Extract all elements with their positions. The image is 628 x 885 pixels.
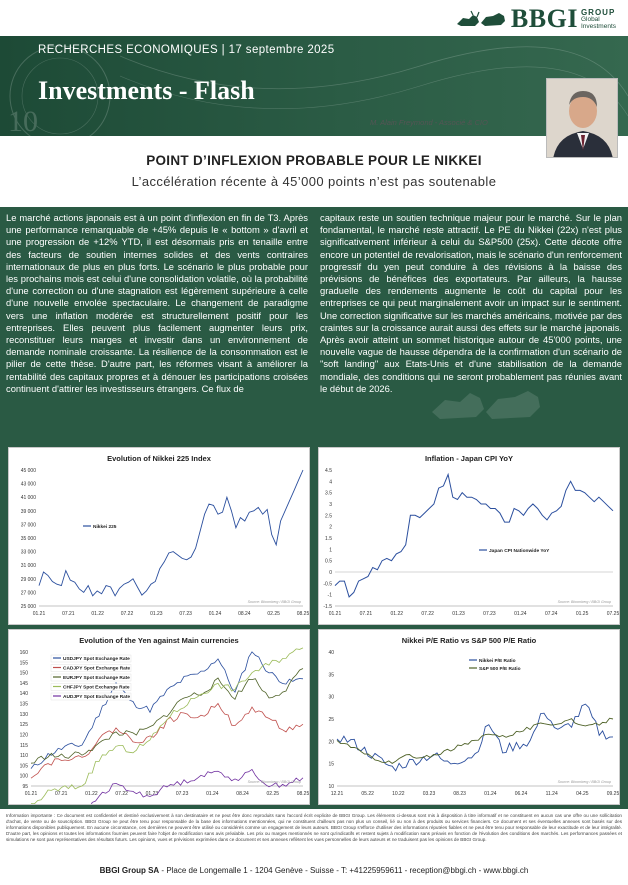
chart-title: Nikkei P/E Ratio vs S&P 500 P/E Ratio xyxy=(401,636,537,645)
series-line xyxy=(39,470,303,596)
x-tick-label: 01.22 xyxy=(85,791,98,797)
x-tick-label: 07.23 xyxy=(175,791,189,797)
y-tick-label: 130 xyxy=(19,711,28,718)
brand-group: GROUP xyxy=(580,7,616,17)
x-tick-label: 09.25 xyxy=(606,791,619,797)
y-tick-label: 2 xyxy=(329,524,332,531)
chart-nikkei-svg xyxy=(9,448,309,624)
y-tick-label: 35 000 xyxy=(20,536,36,542)
y-tick-label: 39 000 xyxy=(20,508,36,515)
y-tick-label: 95 xyxy=(22,784,28,790)
y-tick-label: 20 xyxy=(328,739,334,746)
y-tick-label: 160 xyxy=(19,650,28,656)
article-column-1: Le marché actions japonais est à un point d'inflexion en fin de T3. Après une performance remarquable de +45% depuis le « bottom » d'avril et une progression de +12% YTD, il est désormais pris en tenaille entre des facteurs de soutien internes solides et des vents contraires internationaux de plus en plus forts. Le scénario le plus probable pour les prochains mois est celui d'une consolidation volatile, où la probabilité d'une correction ou d'une stagnation est légèrement supérieure à celle d'une nouvelle envolée spectaculaire. Le changement de paradigme vers une inflation modérée est structurellement positif pour les entreprises. Elles peuvent plus facilement augmenter leurs prix, reconstituer leurs marges et investir dans un environnement de demande nominale croissante. La résilience de la consommation est le pilier de cette thèse. D'autre part, les réformes visant à améliorer la rentabilité des capitaux propres et à dénouer les participations croisées continuent d'attirer les investisseurs étrangers. Ce flux de xyxy=(6,212,308,394)
x-tick-label: 01.24 xyxy=(514,611,527,617)
y-tick-label: 115 xyxy=(20,742,28,749)
charts-panel xyxy=(0,439,628,809)
x-tick-label: 07.22 xyxy=(120,611,134,617)
y-tick-label: 10 xyxy=(328,784,334,790)
article-subheadline: L’accélération récente à 45’000 points n’est pas soutenable xyxy=(131,174,497,189)
chart-yen-svg xyxy=(9,630,309,804)
x-tick-label: 05.22 xyxy=(361,791,374,797)
page-title: Investments - Flash xyxy=(38,76,255,105)
footer-company: BBGI Group SA xyxy=(99,866,160,875)
footer-contact: - Place de Longemalle 1 - 1204 Genève - Suisse - T: +41225959611 - reception@bbgi.ch - www.bbgi.ch xyxy=(159,866,529,875)
chart-source: Source: Bloomberg / BBGI Group xyxy=(247,600,301,604)
y-tick-label: 41 000 xyxy=(20,495,36,502)
legal-disclaimer: Information importante : Ce document est confidentiel et destiné exclusivement à son destinataire et ne peut être donc reproduits sans l'accord écrit explicite de BBGI Group. Les éléments ci-dessus sont mis à disposition à titre informatif et ne constituent en aucun cas une offre ou une sollicitation d'achat, de vente ou de souscription. BBGI Group ne peut être tenu pour responsable de la base des informations mentionnées, qui ne constituent d'ailleurs pas non plus un conseil, lié ou non à des produits ou services financiers. Ce document et ses éventuelles annexes sont basés sur des informations disponibles publiquement. En aucune circonstance, ces dernières ne peuvent être utilisé ou considérés comme un engagement de leurs auteurs. BBGI Group s'efforce d'utiliser des informations réputées fiables et ne peut être tenu pour responsable de leur exactitude et de leur intégralité. D'autre part, les opinions et toutes les informations fournies peuvent faire l'objet de modification sans avis préalable. Les prix ou marges mentionnés ne sont qu'indicatifs et restent sujets à modification sans préavis en fonction de l'évolution des conditions des marchés. Les performances passées et simulations ne sont pas représentatives des résultats futurs. Les opinions, vues et prévisions exprimées dans ce document et ses annexes reflètent les vues personnelles de leurs auteurs et ne traduisent pas les opinions de BBGI Group. xyxy=(6,813,622,842)
author-photo xyxy=(546,78,618,158)
legend-label: S&P 500 P/E Ratio xyxy=(479,667,521,672)
x-tick-label: 07.24 xyxy=(544,611,558,617)
y-tick-label: -0.5 xyxy=(323,581,332,588)
legend-label: Nikkei P/E Ratio xyxy=(479,659,516,664)
bbgi-logo xyxy=(455,4,616,34)
y-tick-label: 31 000 xyxy=(20,563,36,570)
x-tick-label: 01.21 xyxy=(32,611,46,617)
x-tick-label: 07.23 xyxy=(179,611,192,617)
x-tick-label: 08.25 xyxy=(296,791,309,797)
legend-label: CHFJPY Spot Exchange Rate xyxy=(63,685,130,691)
x-tick-label: 07.21 xyxy=(359,611,373,617)
x-tick-label: 01.21 xyxy=(328,611,342,617)
bull-bear-icon xyxy=(455,8,507,30)
legend-label: EURJPY Spot Exchange Rate xyxy=(63,676,130,681)
x-tick-label: 02.25 xyxy=(266,791,280,797)
x-tick-label: 01.24 xyxy=(206,791,219,797)
x-tick-label: 01.23 xyxy=(145,791,159,797)
y-tick-label: 2.5 xyxy=(325,513,332,520)
y-tick-label: -1 xyxy=(327,592,332,599)
legend-label: Nikkei 225 xyxy=(93,525,117,530)
y-tick-label: 37 000 xyxy=(20,522,36,529)
chart-title: Evolution of the Yen against Main currencies xyxy=(79,636,239,645)
y-tick-label: 3.5 xyxy=(325,490,332,497)
chart-japan-cpi xyxy=(318,447,620,625)
x-tick-label: 12.21 xyxy=(330,791,344,797)
x-tick-label: 08.24 xyxy=(236,791,249,797)
y-tick-label: 25 xyxy=(328,717,334,723)
chart-japan-cpi-svg xyxy=(319,448,619,624)
y-tick-label: 15 xyxy=(328,761,334,768)
chart-pe xyxy=(318,629,620,805)
article-body xyxy=(0,207,628,439)
y-tick-label: 25 000 xyxy=(20,604,36,610)
legend-label: AUDJPY Spot Exchange Rate xyxy=(63,695,131,700)
y-tick-label: 140 xyxy=(19,691,28,698)
y-tick-label: 110 xyxy=(20,753,28,760)
y-tick-label: 4.5 xyxy=(325,468,332,474)
y-tick-label: 1 xyxy=(329,547,332,554)
y-tick-label: 155 xyxy=(19,660,28,667)
x-tick-label: 01.22 xyxy=(91,611,104,617)
y-tick-label: 33 000 xyxy=(20,549,36,556)
y-tick-label: 0.5 xyxy=(325,558,332,565)
x-tick-label: 01.21 xyxy=(24,791,38,797)
chart-source: Source: Bloomberg / BBGI Group xyxy=(247,780,301,784)
chart-yen xyxy=(8,629,310,805)
y-tick-label: 1.5 xyxy=(325,536,332,542)
chart-source: Source: Bloomberg / BBGI Group xyxy=(557,780,611,784)
x-tick-label: 01.23 xyxy=(452,611,465,617)
y-tick-label: 40 xyxy=(328,650,334,656)
x-tick-label: 07.22 xyxy=(115,791,128,797)
x-tick-label: 03.23 xyxy=(422,791,436,797)
chart-title: Evolution of Nikkei 225 Index xyxy=(107,454,211,463)
legend-label: Japan CPI Nationwide YoY xyxy=(489,549,550,554)
series-line xyxy=(31,704,303,779)
x-tick-label: 04.25 xyxy=(576,791,589,797)
y-tick-label: 100 xyxy=(19,773,28,780)
x-tick-label: 02.25 xyxy=(267,611,280,617)
series-line xyxy=(31,769,303,804)
brand-tag-global: Global xyxy=(580,15,600,23)
article-column-2: capitaux reste un soutien technique majeur pour le marché. Sur le plan fondamental, le marché reste attractif. Le PE du Nikkei (22x) n'est plus significativement inférieur à celui du S&P500 (25x). Cette décote offre encore un potentiel de revalorisation, mais le scénario d'un renforcement progressif du yen peut conduire à des révisions à la baisse des prévisions de bénéfices des exportateurs. Par ailleurs, la hausse graduelle des rendements augmente le coût du capital pour les entreprises ce qui peut marginalement avoir un impact sur le sentiment. Une correction significative sur les marchés américains, motivée par des craintes sur la croissance aurait aussi des effets sur le marché japonais. Après avoir atteint un sommet historique autour de 45'000 points, une nouvelle vague de hausse dépendra de la confirmation d'un scénario de "soft landing" aux Etats-Unis et d'une stabilisation de la demande mondiale, des conditions qui ne seront probablement pas réunies avant le début de 2026. xyxy=(320,212,622,394)
y-tick-label: 135 xyxy=(19,701,28,708)
y-tick-label: 4 xyxy=(329,479,332,486)
page-footer xyxy=(0,866,628,875)
y-tick-label: 0 xyxy=(329,570,332,576)
series-line xyxy=(335,475,613,597)
x-tick-label: 08.23 xyxy=(453,791,466,797)
x-tick-label: 01.24 xyxy=(484,791,497,797)
y-tick-label: 105 xyxy=(19,763,28,770)
article-headline: POINT D’INFLEXION PROBABLE POUR LE NIKKEI xyxy=(146,153,482,168)
x-tick-label: 01.24 xyxy=(208,611,222,617)
chart-source: Source: Bloomberg / BBGI Group xyxy=(557,600,611,604)
legend-label: CADJPY Spot Exchange Rate xyxy=(63,666,131,672)
y-tick-label: -1.5 xyxy=(323,604,332,610)
svg-text:10: 10 xyxy=(8,105,38,136)
x-tick-label: 10.22 xyxy=(392,791,405,797)
y-tick-label: 30 xyxy=(328,694,334,701)
y-tick-label: 120 xyxy=(19,732,28,739)
author-credit: M. Alain Freymond - Associé & CIO xyxy=(370,118,488,127)
brand-tag-investments: Investments xyxy=(580,22,616,30)
x-tick-label: 06.24 xyxy=(514,791,528,797)
x-tick-label: 07.21 xyxy=(62,611,75,617)
x-tick-label: 01.22 xyxy=(390,611,404,617)
y-tick-label: 125 xyxy=(19,722,28,729)
chart-nikkei xyxy=(8,447,310,625)
series-line xyxy=(337,718,613,763)
y-tick-label: 3 xyxy=(329,502,332,508)
brand-name: BBGI xyxy=(510,4,578,33)
x-tick-label: 08.24 xyxy=(238,611,251,617)
x-tick-label: 01.23 xyxy=(150,611,163,617)
y-tick-label: 27 000 xyxy=(20,590,36,597)
series-line xyxy=(31,669,303,764)
author-portrait-icon xyxy=(547,79,618,158)
x-tick-label: 08.25 xyxy=(296,611,309,617)
top-bar xyxy=(0,0,628,36)
legend-label: USDJPY Spot Exchange Rate xyxy=(63,657,130,662)
x-tick-label: 07.21 xyxy=(54,791,68,797)
x-tick-label: 07.22 xyxy=(421,611,434,617)
x-tick-label: 01.25 xyxy=(575,611,589,617)
y-tick-label: 35 xyxy=(328,672,334,679)
y-tick-label: 43 000 xyxy=(20,481,36,488)
y-tick-label: 45 000 xyxy=(20,468,36,474)
x-tick-label: 11.24 xyxy=(545,791,558,797)
section-label: RECHERCHES ECONOMIQUES | 17 septembre 2025 xyxy=(38,44,335,56)
y-tick-label: 145 xyxy=(19,680,28,687)
x-tick-label: 07.23 xyxy=(483,611,496,617)
header-band xyxy=(0,36,628,136)
chart-pe-svg xyxy=(319,630,619,804)
x-tick-label: 07.25 xyxy=(606,611,619,617)
y-tick-label: 150 xyxy=(19,670,28,677)
chart-title: Inflation - Japan CPI YoY xyxy=(424,454,514,463)
y-tick-label: 29 000 xyxy=(20,576,36,583)
